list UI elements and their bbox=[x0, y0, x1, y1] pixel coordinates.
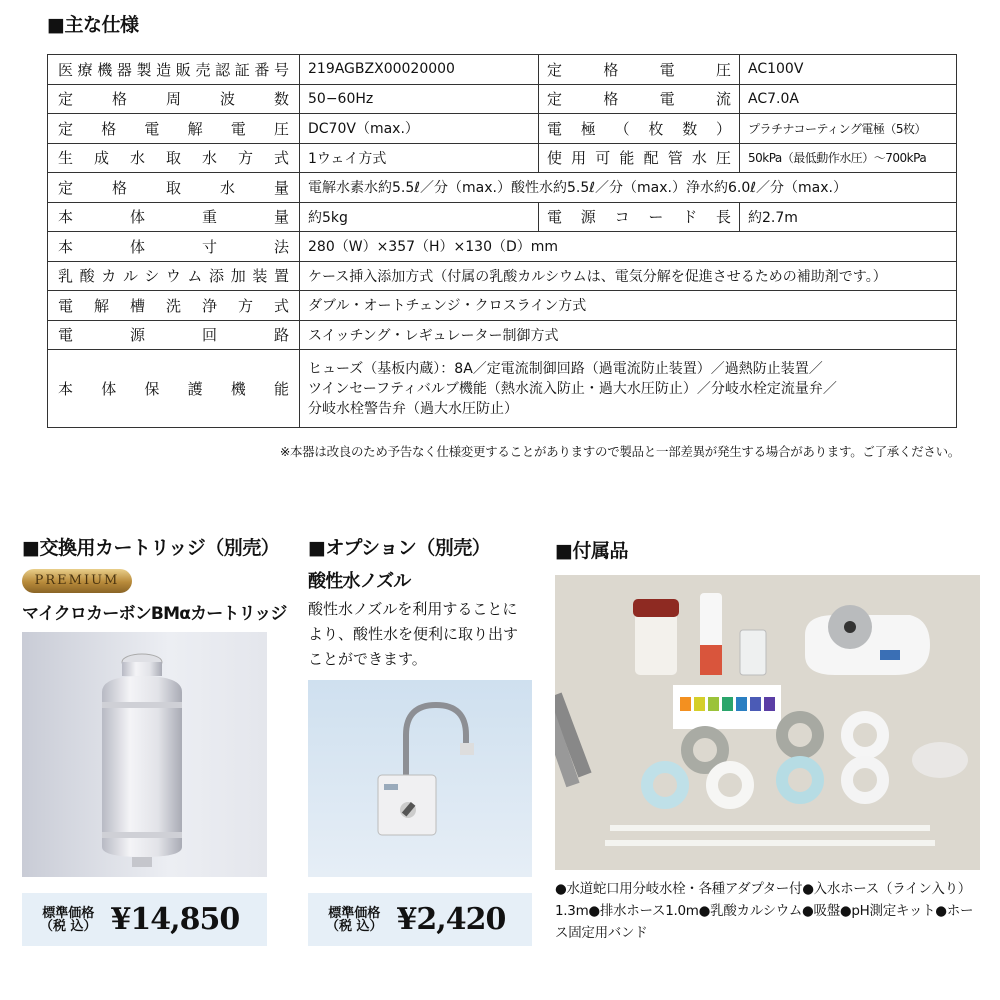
spec-label: 定格周波数 bbox=[48, 84, 300, 114]
option-price-box bbox=[308, 893, 532, 946]
option-description: 酸性水ノズルを利用することに より、酸性水を便利に取り出す ことができます。 bbox=[308, 600, 519, 668]
spec-row bbox=[48, 173, 957, 203]
spec-row bbox=[48, 202, 957, 232]
price-label: 標準価格 （税 込） bbox=[40, 905, 97, 934]
spec-row bbox=[48, 261, 957, 291]
spec-label: 本体重量 bbox=[48, 202, 300, 232]
spec-value: 50kPa（最低動作水圧）〜700kPa bbox=[740, 143, 957, 173]
spec-table bbox=[47, 54, 957, 428]
spec-label: 本体寸法 bbox=[48, 232, 300, 262]
spec-value: 280（W）×357（H）×130（D）mm bbox=[300, 232, 957, 262]
spec-value: プラチナコーティング電極（5枚） bbox=[740, 114, 957, 144]
spec-row bbox=[48, 320, 957, 350]
accessories-heading: ■付属品 bbox=[555, 540, 628, 562]
cartridge-image bbox=[22, 632, 267, 877]
spec-value: 約5kg bbox=[300, 202, 539, 232]
spec-value: AC7.0A bbox=[740, 84, 957, 114]
option-heading: ■オプション（別売） bbox=[308, 537, 491, 559]
spec-value: DC70V（max.） bbox=[300, 114, 539, 144]
premium-badge: PREMIUM bbox=[22, 569, 132, 593]
spec-value: 約2.7m bbox=[740, 202, 957, 232]
spec-row bbox=[48, 84, 957, 114]
cartridge-price-box bbox=[22, 893, 267, 946]
option-name: 酸性水ノズル bbox=[308, 571, 411, 592]
spec-row bbox=[48, 232, 957, 262]
spec-label: 電源コード長 bbox=[539, 202, 740, 232]
spec-value-line: ヒューズ（基板内蔵）：8A／定電流制御回路（過電流防止装置）／過熱防止装置／ bbox=[308, 360, 823, 377]
spec-label: 乳酸カルシウム添加装置 bbox=[48, 261, 300, 291]
nozzle-image bbox=[308, 680, 532, 877]
main-specs-heading: ■主な仕様 bbox=[47, 14, 139, 36]
spec-label: 定格取水量 bbox=[48, 173, 300, 203]
accessories-description: ●水道蛇口用分岐水栓・各種アダプター付●入水ホース（ライン入り）1.3m●排水ホース1.0m●乳酸カルシウム●吸盤●pH測定キット●ホース固定用バンド bbox=[555, 881, 974, 941]
spec-label: 定格電流 bbox=[539, 84, 740, 114]
spec-label: 電極（枚数） bbox=[539, 114, 740, 144]
accessories-photo bbox=[555, 575, 980, 870]
spec-label: 生成水取水方式 bbox=[48, 143, 300, 173]
spec-label: 電解槽洗浄方式 bbox=[48, 291, 300, 321]
spec-label: 電源回路 bbox=[48, 320, 300, 350]
spec-label: 定格電圧 bbox=[539, 55, 740, 85]
spec-label: 使用可能配管水圧 bbox=[539, 143, 740, 173]
spec-value: 電解水素水約5.5ℓ／分（max.）酸性水約5.5ℓ／分（max.）浄水約6.0ℓ／分（max.） bbox=[300, 173, 957, 203]
spec-row bbox=[48, 114, 957, 144]
spec-value: AC100V bbox=[740, 55, 957, 85]
cartridge-name: マイクロカーボンBMαカートリッジ bbox=[22, 604, 287, 624]
spec-value: スイッチング・レギュレーター制御方式 bbox=[300, 320, 957, 350]
spec-row bbox=[48, 55, 957, 85]
spec-label: 医療機器製造販売認証番号 bbox=[48, 55, 300, 85]
spec-value: 50−60Hz bbox=[300, 84, 539, 114]
spec-label: 定格電解電圧 bbox=[48, 114, 300, 144]
spec-row bbox=[48, 143, 957, 173]
spec-label: 本体保護機能 bbox=[48, 350, 300, 428]
spec-value bbox=[300, 350, 957, 428]
spec-note: ※本器は改良のため予告なく仕様変更することがありますので製品と一部差異が発生する場合があります。ご了承ください。 bbox=[279, 444, 960, 459]
spec-value-line: 分岐水栓警告弁（過大水圧防止） bbox=[308, 400, 518, 417]
cartridge-price: ¥14,850 bbox=[110, 902, 240, 937]
spec-row bbox=[48, 291, 957, 321]
spec-value: 1ウェイ方式 bbox=[300, 143, 539, 173]
price-label: 標準価格 （税 込） bbox=[326, 905, 383, 934]
cartridge-heading: ■交換用カートリッジ（別売） bbox=[22, 537, 280, 559]
spec-value-line: ツインセーフティバルブ機能（熱水流入防止・過大水圧防止）／分岐水栓定流量弁／ bbox=[308, 380, 837, 397]
spec-value: 219AGBZX00020000 bbox=[300, 55, 539, 85]
spec-row bbox=[48, 350, 957, 428]
spec-value: ケース挿入添加方式（付属の乳酸カルシウムは、電気分解を促進させるための補助剤です。） bbox=[300, 261, 957, 291]
option-price: ¥2,420 bbox=[396, 902, 506, 937]
spec-value: ダブル・オートチェンジ・クロスライン方式 bbox=[300, 291, 957, 321]
